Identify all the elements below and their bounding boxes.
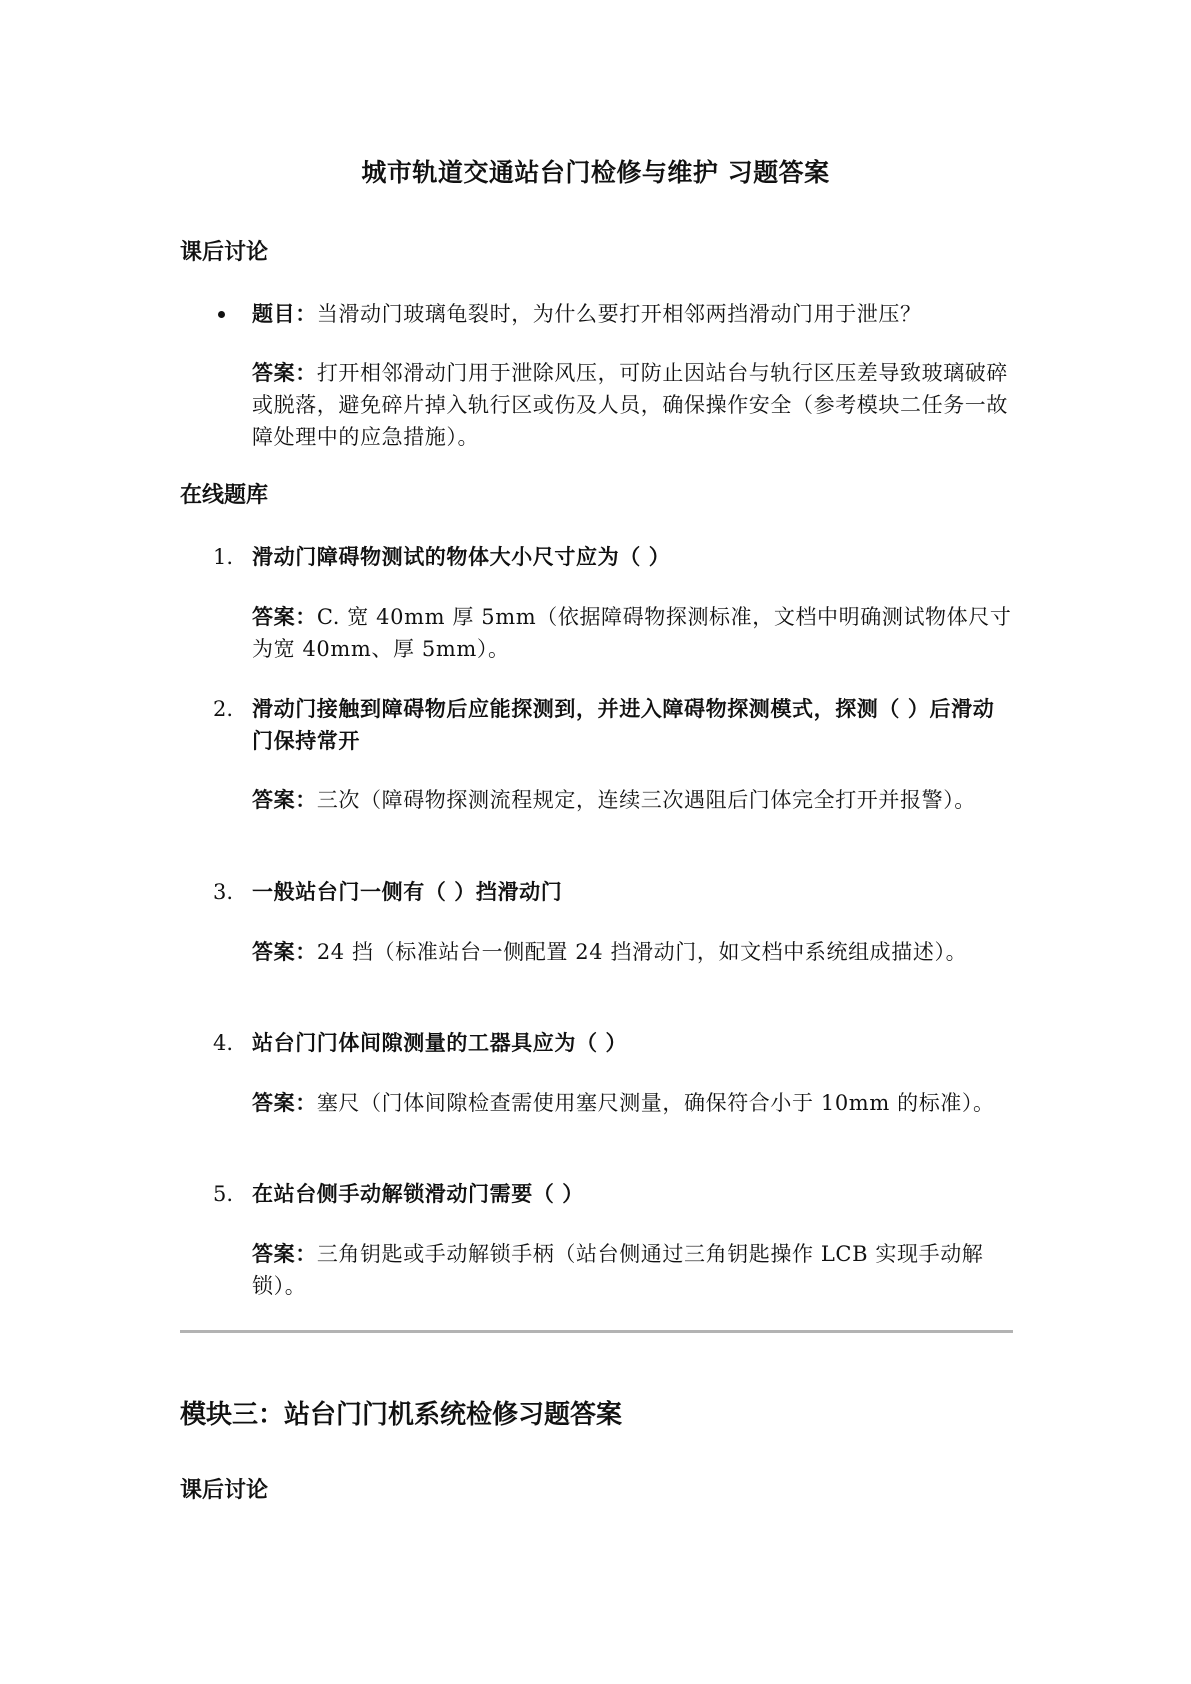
answer-text: 三次（障碍物探测流程规定，连续三次遇阻后门体完全打开并报警）。	[316, 788, 976, 812]
question-number: 3.	[213, 880, 234, 904]
question-text: 站台门门体间隙测量的工器具应为（ ）	[252, 1031, 628, 1055]
answer-label: 答案：	[252, 788, 317, 812]
question-text: 在站台侧手动解锁滑动门需要（ ）	[252, 1182, 584, 1206]
answer-block	[252, 936, 1014, 968]
answer-block	[252, 784, 1014, 816]
question-text: 一般站台门一侧有（ ）挡滑动门	[252, 880, 563, 904]
answer-block	[252, 1238, 1014, 1302]
section-heading-discussion-module3: 课后讨论	[180, 1478, 269, 1503]
answer-label: 答案：	[252, 940, 317, 964]
question-number: 5.	[213, 1182, 234, 1206]
question-text: 当滑动门玻璃龟裂时，为什么要打开相邻两挡滑动门用于泄压？	[316, 302, 922, 326]
question-number: 2.	[213, 697, 234, 721]
section-heading-discussion: 课后讨论	[180, 240, 269, 265]
question-number: 4.	[213, 1031, 234, 1055]
document-title: 城市轨道交通站台门检修与维护 习题答案	[361, 158, 830, 187]
module-heading: 模块三：站台门门机系统检修习题答案	[180, 1400, 623, 1430]
answer-label: 答案：	[252, 1091, 317, 1115]
bullet-icon	[218, 311, 225, 318]
question-text: 滑动门接触到障碍物后应能探测到，并进入障碍物探测模式，探测（ ）后滑动门保持常开	[252, 697, 995, 753]
discussion-question	[252, 298, 1014, 330]
answer-text: 三角钥匙或手动解锁手柄（站台侧通过三角钥匙操作 LCB 实现手动解锁）。	[252, 1242, 984, 1298]
answer-block	[252, 1087, 1014, 1119]
discussion-answer	[252, 357, 1014, 453]
answer-block	[252, 601, 1014, 665]
answer-label: 答案：	[252, 1242, 317, 1266]
answer-text: 打开相邻滑动门用于泄除风压，可防止因站台与轨行区压差导致玻璃破碎或脱落，避免碎片掉入轨行区或伤及人员，确保操作安全（参考模块二任务一故障处理中的应急措施）。	[252, 361, 1009, 449]
horizontal-divider	[180, 1330, 1013, 1333]
answer-text: C. 宽 40mm 厚 5mm（依据障碍物探测标准，文档中明确测试物体尺寸为宽 40mm、厚 5mm）。	[252, 605, 1012, 661]
section-heading-question-bank: 在线题库	[180, 483, 269, 508]
question-label: 题目：	[252, 302, 317, 326]
question-text: 滑动门障碍物测试的物体大小尺寸应为（ ）	[252, 545, 671, 569]
answer-label: 答案：	[252, 605, 317, 629]
answer-text: 塞尺（门体间隙检查需使用塞尺测量，确保符合小于 10mm 的标准）。	[316, 1091, 995, 1115]
answer-label: 答案：	[252, 361, 317, 385]
answer-text: 24 挡（标准站台一侧配置 24 挡滑动门，如文档中系统组成描述）。	[316, 940, 968, 964]
question-number: 1.	[213, 545, 234, 569]
